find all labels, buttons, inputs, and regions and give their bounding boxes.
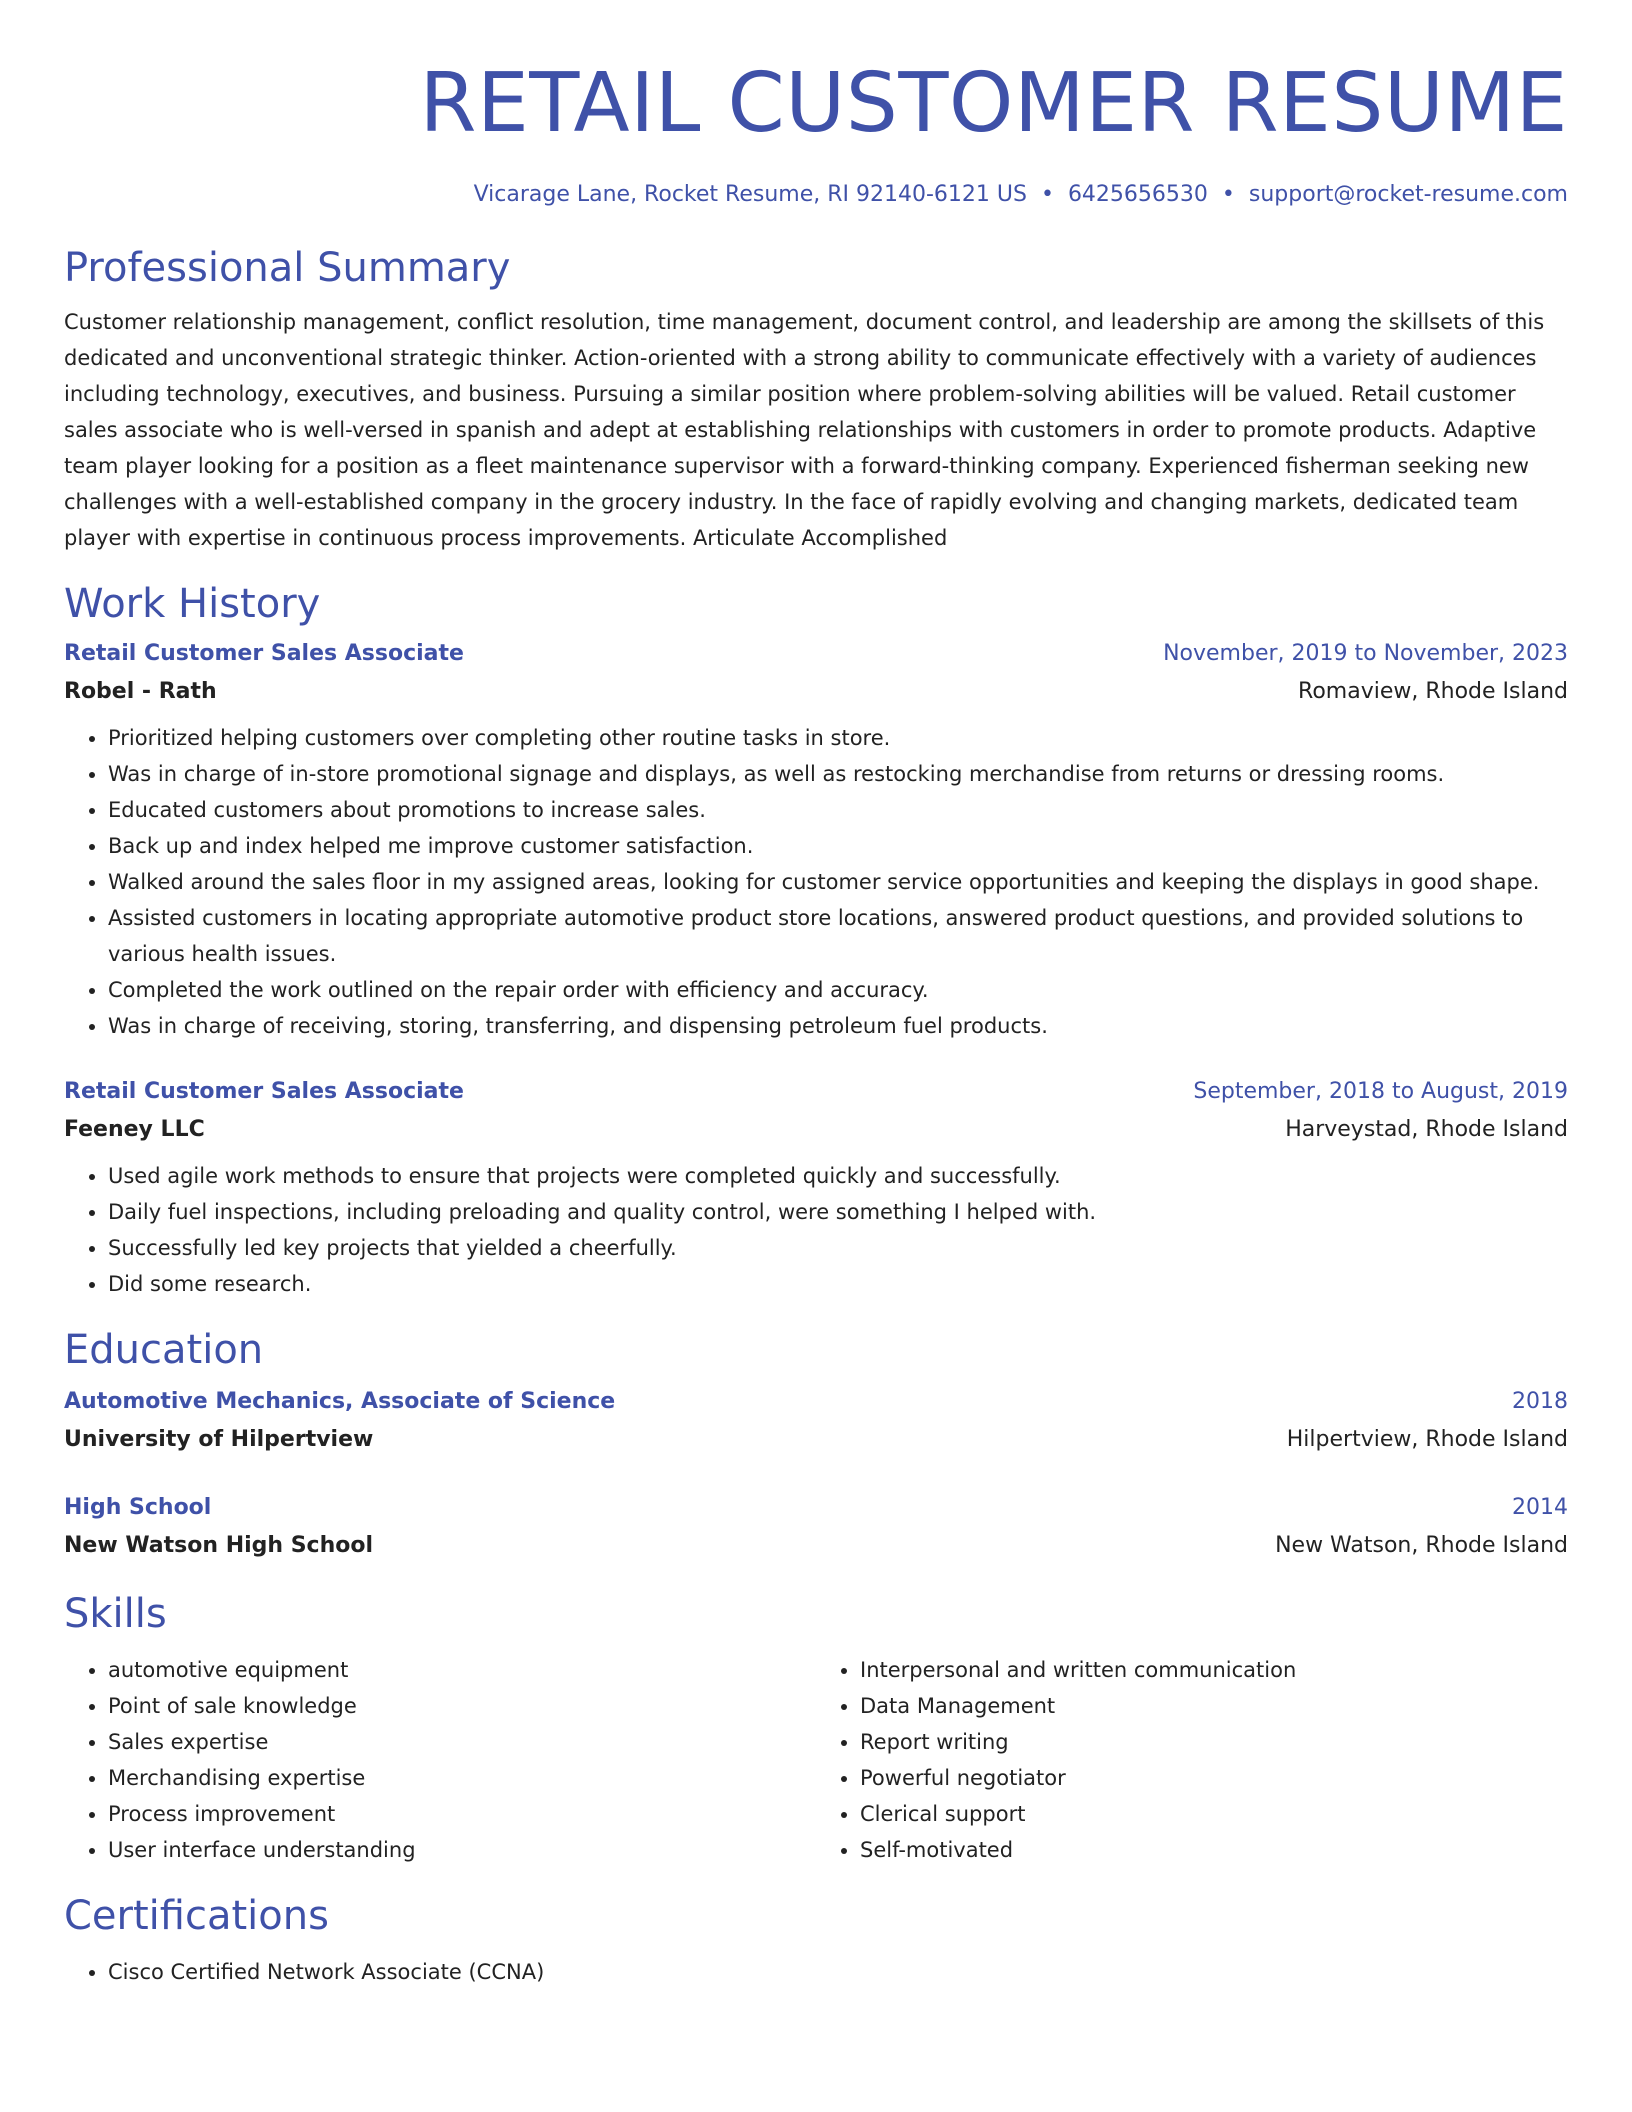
education-location: New Watson, Rhode Island: [1275, 1533, 1568, 1558]
list-item: • Educated customers about promotions to increase sales.: [108, 792, 1568, 828]
job-role: Retail Customer Sales Associate: [64, 1079, 464, 1104]
list-item: • Prioritized helping customers over completing other routine tasks in store.: [108, 720, 1568, 756]
work-history-heading: Work History: [64, 581, 321, 627]
list-item: • Did some research.: [108, 1266, 1568, 1302]
list-item: • automotive equipment: [108, 1652, 816, 1688]
job-dates: November, 2019 to November, 2023: [1163, 641, 1568, 666]
list-item: • Powerful negotiator: [860, 1760, 1568, 1796]
skills-heading: Skills: [64, 1591, 167, 1637]
education-school: New Watson High School: [64, 1533, 374, 1558]
summary-text: Customer relationship management, conflict resolution, time management, document control, and leadership are among the skillsets of this dedicated and unconventional strategic thinker. Action-oriented with a strong ability to communicate effectively with a variety of audiences including technology, executives, and business. Pursuing a similar position where problem-solving abilities will be valued. Retail customer sales associate who is well-versed in spanish and adept at establishing relationships with customers in order to promote products. Adaptive team player looking for a position as a fleet maintenance supervisor with a forward-thinking company. Experienced fisherman seeking new challenges with a well-established company in the grocery industry. In the face of rapidly evolving and changing markets, dedicated team player with expertise in continuous process improvements. Articulate Accomplished: [64, 310, 1545, 550]
education-year: 2018: [1512, 1389, 1568, 1414]
contact-line: [64, 180, 1568, 210]
education-entry: [64, 1490, 1568, 1566]
list-item: • Sales expertise: [108, 1724, 816, 1760]
job-location: Romaview, Rhode Island: [1298, 679, 1568, 704]
list-item: • Merchandising expertise: [108, 1760, 816, 1796]
summary-heading: Professional Summary: [64, 245, 511, 291]
education-heading: Education: [64, 1327, 264, 1373]
list-item: • Report writing: [860, 1724, 1568, 1760]
education-degree: High School: [64, 1495, 212, 1520]
contact-phone: 6425656530: [1067, 182, 1208, 207]
education-year: 2014: [1512, 1495, 1568, 1520]
list-item: • Was in charge of receiving, storing, transferring, and dispensing petroleum fuel products.: [108, 1008, 1568, 1044]
resume-title: RETAIL CUSTOMER RESUME: [419, 56, 1568, 151]
skills-columns: [64, 1652, 1568, 1868]
resume-page: [64, 0, 1568, 1990]
skills-list-left: [64, 1652, 816, 1868]
education-degree: Automotive Mechanics, Associate of Science: [64, 1389, 616, 1414]
list-item: • User interface understanding: [108, 1832, 816, 1868]
list-item: • Daily fuel inspections, including preloading and quality control, were something I helped with.: [108, 1194, 1568, 1230]
contact-separator: •: [1221, 182, 1235, 207]
list-item: • Cisco Certified Network Associate (CCNA): [108, 1954, 1568, 1990]
list-item: • Back up and index helped me improve customer satisfaction.: [108, 828, 1568, 864]
job-dates: September, 2018 to August, 2019: [1193, 1079, 1568, 1104]
list-item: • Interpersonal and written communication: [860, 1652, 1568, 1688]
list-item: • Point of sale knowledge: [108, 1688, 816, 1724]
skills-list-right: [816, 1652, 1568, 1868]
contact-email: support@rocket-resume.com: [1248, 182, 1568, 207]
education-location: Hilpertview, Rhode Island: [1286, 1427, 1568, 1452]
list-item: • Assisted customers in locating appropriate automotive product store locations, answered product questions, and provided solutions to various health issues.: [108, 900, 1568, 972]
list-item: • Data Management: [860, 1688, 1568, 1724]
list-item: • Walked around the sales floor in my assigned areas, looking for customer service opportunities and keeping the displays in good shape.: [108, 864, 1568, 900]
job-company: Robel - Rath: [64, 679, 217, 704]
list-item: • Clerical support: [860, 1796, 1568, 1832]
list-item: • Self-motivated: [860, 1832, 1568, 1868]
job-bullets: [64, 720, 1568, 1044]
certifications-heading: Certifications: [64, 1893, 329, 1939]
job-entry: [64, 1074, 1568, 1302]
job-company: Feeney LLC: [64, 1117, 205, 1142]
education-entry: [64, 1384, 1568, 1460]
list-item: • Used agile work methods to ensure that projects were completed quickly and successfully.: [108, 1158, 1568, 1194]
list-item: • Was in charge of in-store promotional signage and displays, as well as restocking merchandise from returns or dressing rooms.: [108, 756, 1568, 792]
list-item: • Process improvement: [108, 1796, 816, 1832]
certifications-list: [64, 1954, 1568, 1990]
contact-separator: •: [1040, 182, 1054, 207]
list-item: • Successfully led key projects that yielded a cheerfully.: [108, 1230, 1568, 1266]
education-school: University of Hilpertview: [64, 1427, 374, 1452]
job-location: Harveystad, Rhode Island: [1285, 1117, 1568, 1142]
job-role: Retail Customer Sales Associate: [64, 641, 464, 666]
job-bullets: [64, 1158, 1568, 1302]
job-entry: [64, 636, 1568, 1044]
contact-address: Vicarage Lane, Rocket Resume, RI 92140-6121 US: [473, 182, 1027, 207]
list-item: • Completed the work outlined on the repair order with efficiency and accuracy.: [108, 972, 1568, 1008]
